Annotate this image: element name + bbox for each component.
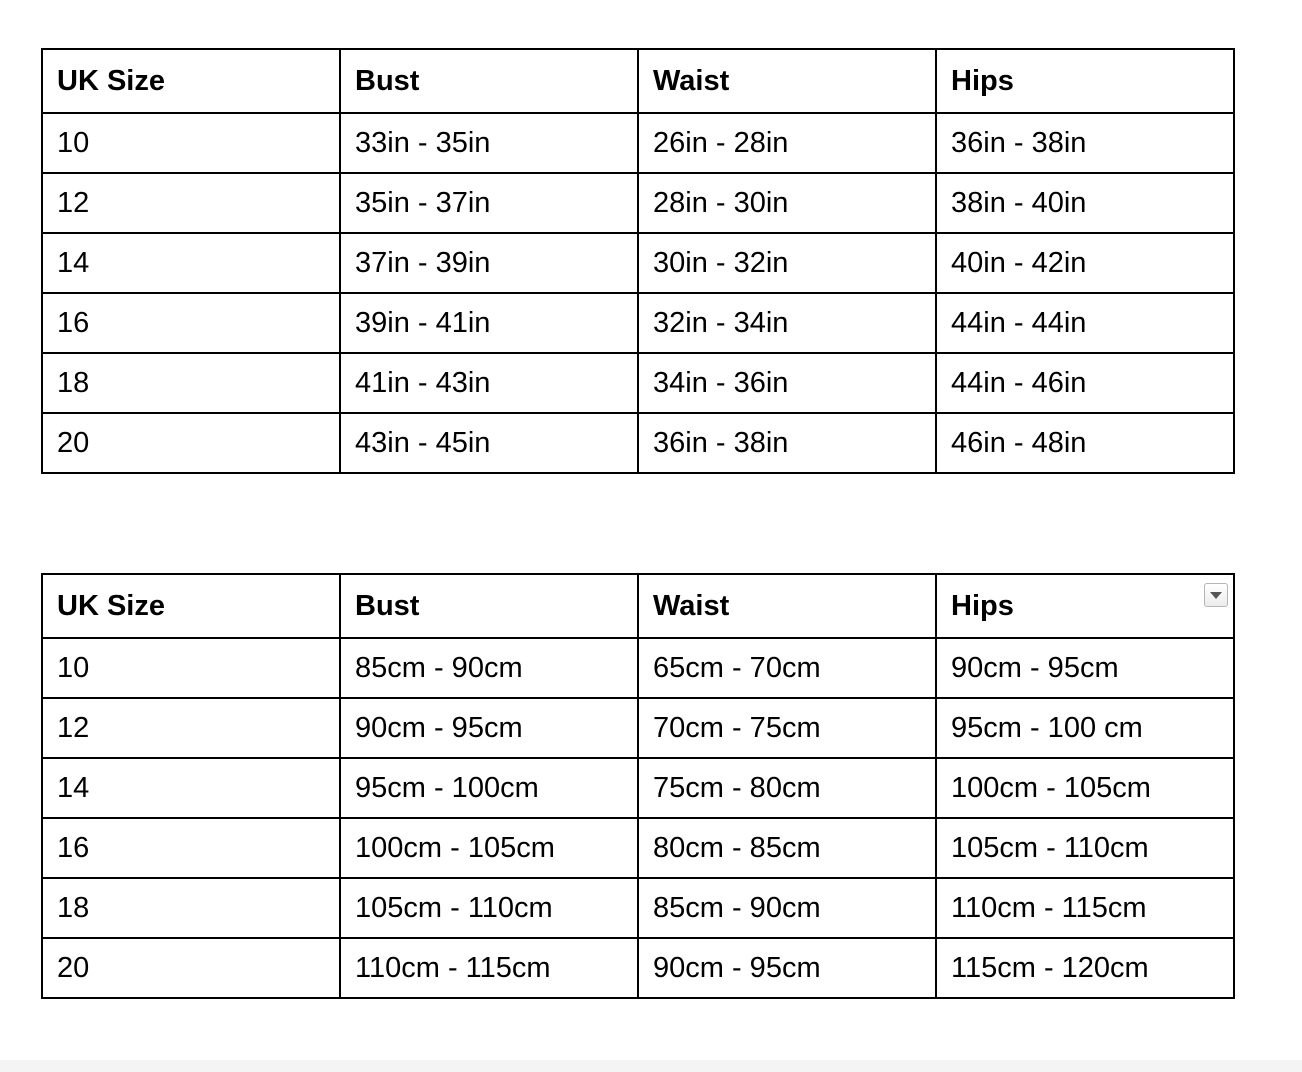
table-row (42, 233, 1234, 293)
cell-hips: 44in - 46in (936, 353, 1234, 413)
cell-uk-size: 12 (42, 698, 340, 758)
cell-hips: 44in - 44in (936, 293, 1234, 353)
header-uk-size: UK Size (42, 49, 340, 113)
cell-uk-size: 12 (42, 173, 340, 233)
cell-uk-size: 14 (42, 233, 340, 293)
table-row (42, 173, 1234, 233)
chevron-down-icon (1210, 592, 1222, 599)
cell-waist: 75cm - 80cm (638, 758, 936, 818)
cell-hips: 36in - 38in (936, 113, 1234, 173)
header-hips-label: Hips (951, 589, 1014, 622)
cell-waist: 30in - 32in (638, 233, 936, 293)
table-row (42, 758, 1234, 818)
table-row (42, 353, 1234, 413)
cell-bust: 95cm - 100cm (340, 758, 638, 818)
cell-hips: 100cm - 105cm (936, 758, 1234, 818)
cell-hips: 115cm - 120cm (936, 938, 1234, 998)
table-row (42, 638, 1234, 698)
cell-bust: 37in - 39in (340, 233, 638, 293)
cell-bust: 43in - 45in (340, 413, 638, 473)
cell-bust: 35in - 37in (340, 173, 638, 233)
cell-bust: 110cm - 115cm (340, 938, 638, 998)
cell-uk-size: 16 (42, 818, 340, 878)
cell-waist: 26in - 28in (638, 113, 936, 173)
cell-waist: 70cm - 75cm (638, 698, 936, 758)
cell-bust: 41in - 43in (340, 353, 638, 413)
page-bottom-edge (0, 1060, 1302, 1072)
cell-bust: 100cm - 105cm (340, 818, 638, 878)
cell-bust: 105cm - 110cm (340, 878, 638, 938)
table-row (42, 878, 1234, 938)
cell-waist: 32in - 34in (638, 293, 936, 353)
cell-waist: 90cm - 95cm (638, 938, 936, 998)
cell-hips: 105cm - 110cm (936, 818, 1234, 878)
header-waist: Waist (638, 574, 936, 638)
cell-waist: 34in - 36in (638, 353, 936, 413)
cell-uk-size: 20 (42, 413, 340, 473)
cell-waist: 85cm - 90cm (638, 878, 936, 938)
header-hips (936, 574, 1234, 638)
cell-waist: 36in - 38in (638, 413, 936, 473)
header-row (42, 49, 1234, 113)
header-uk-size: UK Size (42, 574, 340, 638)
header-bust: Bust (340, 574, 638, 638)
table-row (42, 698, 1234, 758)
table-row (42, 113, 1234, 173)
cell-waist: 80cm - 85cm (638, 818, 936, 878)
cell-uk-size: 10 (42, 638, 340, 698)
size-chart-inches (41, 48, 1235, 474)
cell-hips: 40in - 42in (936, 233, 1234, 293)
size-chart-cm (41, 573, 1235, 999)
table-row (42, 938, 1234, 998)
cell-uk-size: 18 (42, 353, 340, 413)
cell-uk-size: 14 (42, 758, 340, 818)
cell-bust: 39in - 41in (340, 293, 638, 353)
cell-uk-size: 16 (42, 293, 340, 353)
table-row (42, 413, 1234, 473)
cell-hips: 38in - 40in (936, 173, 1234, 233)
cell-uk-size: 10 (42, 113, 340, 173)
column-filter-dropdown[interactable] (1204, 583, 1228, 607)
cell-waist: 28in - 30in (638, 173, 936, 233)
header-hips: Hips (936, 49, 1234, 113)
cell-hips: 95cm - 100 cm (936, 698, 1234, 758)
cell-hips: 46in - 48in (936, 413, 1234, 473)
cell-bust: 85cm - 90cm (340, 638, 638, 698)
header-waist: Waist (638, 49, 936, 113)
cell-waist: 65cm - 70cm (638, 638, 936, 698)
cell-uk-size: 18 (42, 878, 340, 938)
header-bust: Bust (340, 49, 638, 113)
cell-uk-size: 20 (42, 938, 340, 998)
cell-bust: 33in - 35in (340, 113, 638, 173)
table-row (42, 818, 1234, 878)
cell-bust: 90cm - 95cm (340, 698, 638, 758)
header-row (42, 574, 1234, 638)
cell-hips: 110cm - 115cm (936, 878, 1234, 938)
table-row (42, 293, 1234, 353)
cell-hips: 90cm - 95cm (936, 638, 1234, 698)
